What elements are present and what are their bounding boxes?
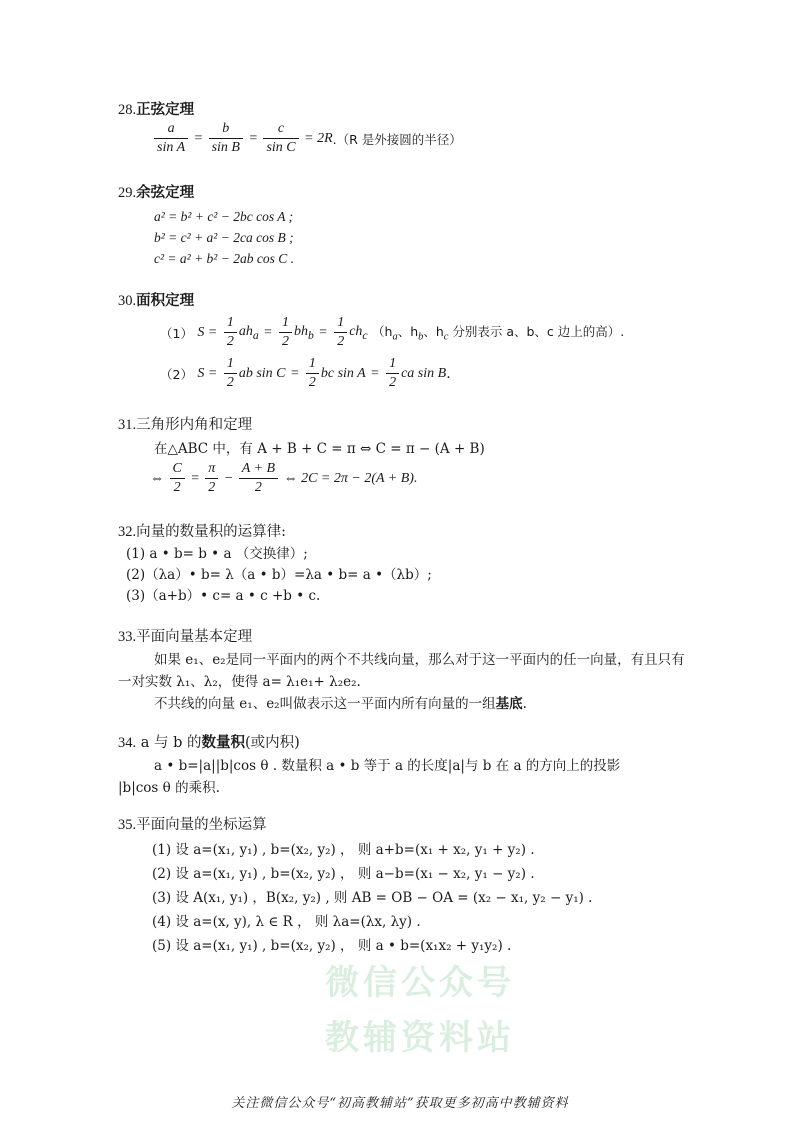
section-title: 三角形内角和定理 xyxy=(136,417,253,433)
formula-line: b² = c² + a² − 2ca cos B ; xyxy=(154,230,294,245)
watermark-line-2: 教辅资料站 xyxy=(325,1018,515,1058)
section-title: 正弦定理 xyxy=(136,101,195,118)
paragraph: a • b=|a||b|cos θ . 数量积 a • b 等于 a 的长度|a|与 b 在 a 的方向上的投影 xyxy=(154,758,621,774)
section-title: 向量的数量积的运算律: xyxy=(136,524,287,540)
section-title: 平面向量基本定理 xyxy=(136,629,253,645)
section-heading xyxy=(118,100,688,120)
rule-line: (2)（λa）• b= λ（a • b）=λa • b= a •（λb）; xyxy=(126,567,432,583)
sine-law-formula: $\frac{a}{\text{sin A}}$ = $\frac{b}{\text{sin B}}$ = $\frac{c}{\text{sin C}}$ = 2R.（R 是外接圆的半径） xyxy=(152,120,462,157)
area-formula-1: （1） S = $\frac{1}{2}$ $ah_a$ = $\frac{1}{2}$ $bh_b$ = $\frac{1}{2}$ $ch_c$ （$h_a$、$h_b$、$h_c$ 分别表示 a、b、c 边上的高）. xyxy=(160,315,625,349)
section-28 xyxy=(118,100,688,120)
section-32 xyxy=(118,522,688,607)
section-30 xyxy=(118,291,688,311)
section-heading xyxy=(118,815,688,835)
section-31 xyxy=(118,415,688,460)
section-title-suffix: (或内积) xyxy=(245,735,300,751)
coordinate-rule: (2) 设 a=(x₁, y₁) , b=(x₂, y₂) ， 则 a−b=(x₁ − x₂, y₁ − y₂) . xyxy=(152,866,535,882)
section-29 xyxy=(118,183,688,269)
formula-line: 在△ABC 中，有 A + B + C = π ⇔ C = π − (A + B) xyxy=(154,441,485,457)
coordinate-rule: (5) 设 a=(x₁, y₁) , b=(x₂, y₂) ， 则 a • b=(x₁x₂ + y₁y₂) . xyxy=(152,938,512,954)
rule-line: (1) a • b= b • a （交换律）; xyxy=(126,546,308,562)
section-heading xyxy=(118,522,688,542)
coordinate-rule: (4) 设 a=(x, y), λ ∈ R ， 则 λa=(λx, λy) . xyxy=(152,914,421,930)
fraction: $\frac{b}{\text{sin B}}$ xyxy=(209,120,243,157)
fraction: $\frac{c}{\text{sin C}}$ xyxy=(263,120,298,157)
section-number: 30. xyxy=(118,293,137,309)
paragraph: 如果 e₁、e₂是同一平面内的两个不共线向量，那么对于这一平面内的任一向量，有且只有一对实数 λ₁、λ₂，使得 a= λ₁e₁+ λ₂e₂. xyxy=(118,652,685,690)
formula-line: a² = b² + c² − 2bc cos A ; xyxy=(154,209,294,224)
coordinate-rule: (1) 设 a=(x₁, y₁) , b=(x₂, y₂) ， 则 a+b=(x₁ + x₂, y₁ + y₂) . xyxy=(152,842,535,858)
rule-line: (3)（a+b）• c= a • c +b • c. xyxy=(126,588,321,604)
page-footer: 关注微信公众号“初高教辅站”获取更多初高中教辅资料 xyxy=(231,1096,569,1111)
section-title-emphasis: 数量积 xyxy=(201,734,245,751)
section-title: 平面向量的坐标运算 xyxy=(136,817,267,833)
section-title: 余弦定理 xyxy=(136,184,195,201)
section-number: 33. xyxy=(118,629,137,645)
watermark-line-1: 微信公众号 xyxy=(325,963,515,1003)
fraction: $\frac{a}{\text{sin A}}$ xyxy=(154,120,188,157)
area-formula-2: （2） S = $\frac{1}{2}$ ab sin C = $\frac{1}{2}$ bc sin A = $\frac{1}{2}$ ca sin B. xyxy=(160,356,451,390)
section-34 xyxy=(118,733,686,799)
section-number: 35. xyxy=(118,817,137,833)
section-title: a 与 b 的 xyxy=(140,735,202,751)
section-35 xyxy=(118,815,688,958)
section-33 xyxy=(118,627,686,715)
section-heading xyxy=(118,183,688,203)
section-heading xyxy=(118,733,686,753)
section-heading xyxy=(118,415,688,435)
section-number: 32. xyxy=(118,524,137,540)
formula-line: c² = a² + b² − 2ab cos C . xyxy=(154,251,294,266)
section-number: 31. xyxy=(118,417,137,433)
section-number: 28. xyxy=(118,102,137,118)
section-number: 29. xyxy=(118,185,137,201)
paragraph: 不共线的向量 e₁、e₂叫做表示这一平面内所有向量的一组基底. xyxy=(154,696,527,712)
angle-sum-formula: ⇔ $\frac{C}{2}$ = $\frac{\pi}{2}$ − $\frac{A + B}{2}$ ⇔ 2C = 2π − 2(A + B). xyxy=(150,461,418,495)
paragraph: |b|cos θ 的乘积. xyxy=(118,780,220,796)
coordinate-rule: (3) 设 A(x₁, y₁) ，B(x₂, y₂) , 则 AB = OB − OA = (x₂ − x₁, y₂ − y₁) . xyxy=(152,890,593,906)
section-title: 面积定理 xyxy=(136,292,195,309)
section-heading xyxy=(118,291,688,311)
section-heading xyxy=(118,627,686,647)
section-number: 34. xyxy=(118,735,137,751)
